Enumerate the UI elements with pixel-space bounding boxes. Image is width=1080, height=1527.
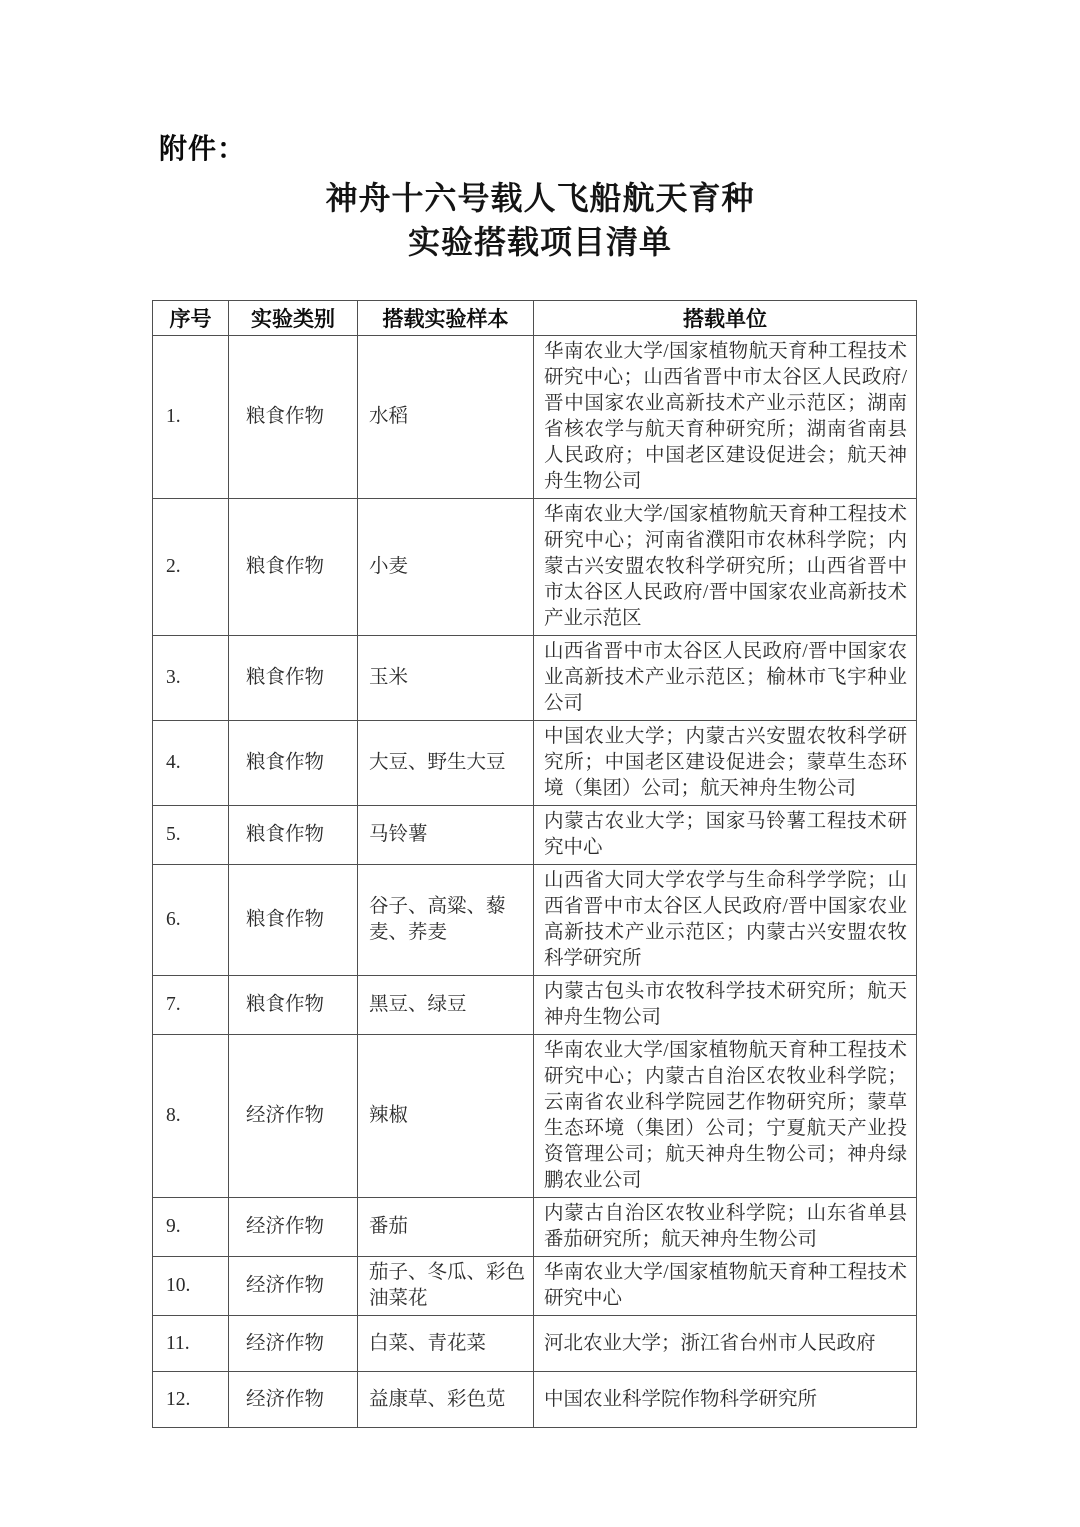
cell-loading-unit: 山西省大同大学农学与生命科学学院；山西省晋中市太谷区人民政府/晋中国家农业高新技术产业示范区；内蒙古兴安盟农牧科学研究所 xyxy=(534,865,917,976)
cell-loading-unit: 华南农业大学/国家植物航天育种工程技术研究中心；河南省濮阳市农林科学院；内蒙古兴安盟农牧科学研究所；山西省晋中市太谷区人民政府/晋中国家农业高新技术产业示范区 xyxy=(534,499,917,636)
payload-project-table xyxy=(152,300,917,1428)
cell-experiment-category: 经济作物 xyxy=(229,1372,358,1428)
table-row xyxy=(153,1257,917,1316)
cell-experiment-sample: 辣椒 xyxy=(358,1035,534,1198)
cell-experiment-category: 经济作物 xyxy=(229,1198,358,1257)
cell-experiment-sample: 谷子、高粱、藜麦、荞麦 xyxy=(358,865,534,976)
cell-experiment-sample: 番茄 xyxy=(358,1198,534,1257)
cell-experiment-category: 经济作物 xyxy=(229,1035,358,1198)
cell-experiment-sample: 玉米 xyxy=(358,636,534,721)
table-row xyxy=(153,976,917,1035)
cell-loading-unit: 中国农业科学院作物科学研究所 xyxy=(534,1372,917,1428)
cell-experiment-category: 经济作物 xyxy=(229,1257,358,1316)
cell-experiment-sample: 大豆、野生大豆 xyxy=(358,721,534,806)
cell-serial-number: 4. xyxy=(153,721,229,806)
column-header-experiment-sample: 搭载实验样本 xyxy=(358,301,534,336)
column-header-experiment-category: 实验类别 xyxy=(229,301,358,336)
table-header-row xyxy=(153,301,917,336)
cell-experiment-category: 粮食作物 xyxy=(229,806,358,865)
cell-serial-number: 10. xyxy=(153,1257,229,1316)
table-row xyxy=(153,636,917,721)
cell-loading-unit: 华南农业大学/国家植物航天育种工程技术研究中心；山西省晋中市太谷区人民政府/晋中国家农业高新技术产业示范区；湖南省核农学与航天育种研究所；湖南省南县人民政府；中国老区建设促进会；航天神舟生物公司 xyxy=(534,336,917,499)
cell-experiment-category: 粮食作物 xyxy=(229,499,358,636)
cell-experiment-sample: 黑豆、绿豆 xyxy=(358,976,534,1035)
cell-experiment-sample: 马铃薯 xyxy=(358,806,534,865)
cell-experiment-category: 经济作物 xyxy=(229,1316,358,1372)
document-title-line2: 实验搭载项目清单 xyxy=(407,224,672,260)
cell-loading-unit: 中国农业大学；内蒙古兴安盟农牧科学研究所；中国老区建设促进会；蒙草生态环境（集团）公司；航天神舟生物公司 xyxy=(534,721,917,806)
cell-serial-number: 6. xyxy=(153,865,229,976)
cell-loading-unit: 内蒙古包头市农牧科学技术研究所；航天神舟生物公司 xyxy=(534,976,917,1035)
cell-experiment-sample: 水稻 xyxy=(358,336,534,499)
table-row xyxy=(153,1372,917,1428)
cell-loading-unit: 河北农业大学；浙江省台州市人民政府 xyxy=(534,1316,917,1372)
cell-serial-number: 3. xyxy=(153,636,229,721)
table-row xyxy=(153,1198,917,1257)
cell-experiment-sample: 白菜、青花菜 xyxy=(358,1316,534,1372)
cell-experiment-sample: 益康草、彩色苋 xyxy=(358,1372,534,1428)
attachment-label: 附件： xyxy=(159,133,247,164)
table-row xyxy=(153,336,917,499)
table-row xyxy=(153,721,917,806)
cell-serial-number: 12. xyxy=(153,1372,229,1428)
cell-loading-unit: 内蒙古农业大学；国家马铃薯工程技术研究中心 xyxy=(534,806,917,865)
cell-serial-number: 8. xyxy=(153,1035,229,1198)
cell-loading-unit: 华南农业大学/国家植物航天育种工程技术研究中心 xyxy=(534,1257,917,1316)
cell-experiment-category: 粮食作物 xyxy=(229,865,358,976)
cell-experiment-sample: 小麦 xyxy=(358,499,534,636)
table-row xyxy=(153,806,917,865)
cell-serial-number: 2. xyxy=(153,499,229,636)
table-body xyxy=(153,336,917,1428)
table-row xyxy=(153,1316,917,1372)
document-title-line1: 神舟十六号载人飞船航天育种 xyxy=(325,180,755,216)
cell-experiment-category: 粮食作物 xyxy=(229,336,358,499)
cell-experiment-category: 粮食作物 xyxy=(229,636,358,721)
column-header-serial-number: 序号 xyxy=(153,301,229,336)
cell-experiment-category: 粮食作物 xyxy=(229,721,358,806)
cell-loading-unit: 华南农业大学/国家植物航天育种工程技术研究中心；内蒙古自治区农牧业科学院；云南省农业科学院园艺作物研究所；蒙草生态环境（集团）公司；宁夏航天产业投资管理公司；航天神舟生物公司；神舟绿鹏农业公司 xyxy=(534,1035,917,1198)
cell-loading-unit: 内蒙古自治区农牧业科学院；山东省单县番茄研究所；航天神舟生物公司 xyxy=(534,1198,917,1257)
cell-experiment-sample: 茄子、冬瓜、彩色油菜花 xyxy=(358,1257,534,1316)
cell-serial-number: 5. xyxy=(153,806,229,865)
table-row xyxy=(153,865,917,976)
cell-serial-number: 9. xyxy=(153,1198,229,1257)
cell-loading-unit: 山西省晋中市太谷区人民政府/晋中国家农业高新技术产业示范区；榆林市飞宇种业公司 xyxy=(534,636,917,721)
cell-experiment-category: 粮食作物 xyxy=(229,976,358,1035)
cell-serial-number: 7. xyxy=(153,976,229,1035)
column-header-loading-unit: 搭载单位 xyxy=(534,301,917,336)
table-row xyxy=(153,499,917,636)
cell-serial-number: 1. xyxy=(153,336,229,499)
table-row xyxy=(153,1035,917,1198)
cell-serial-number: 11. xyxy=(153,1316,229,1372)
